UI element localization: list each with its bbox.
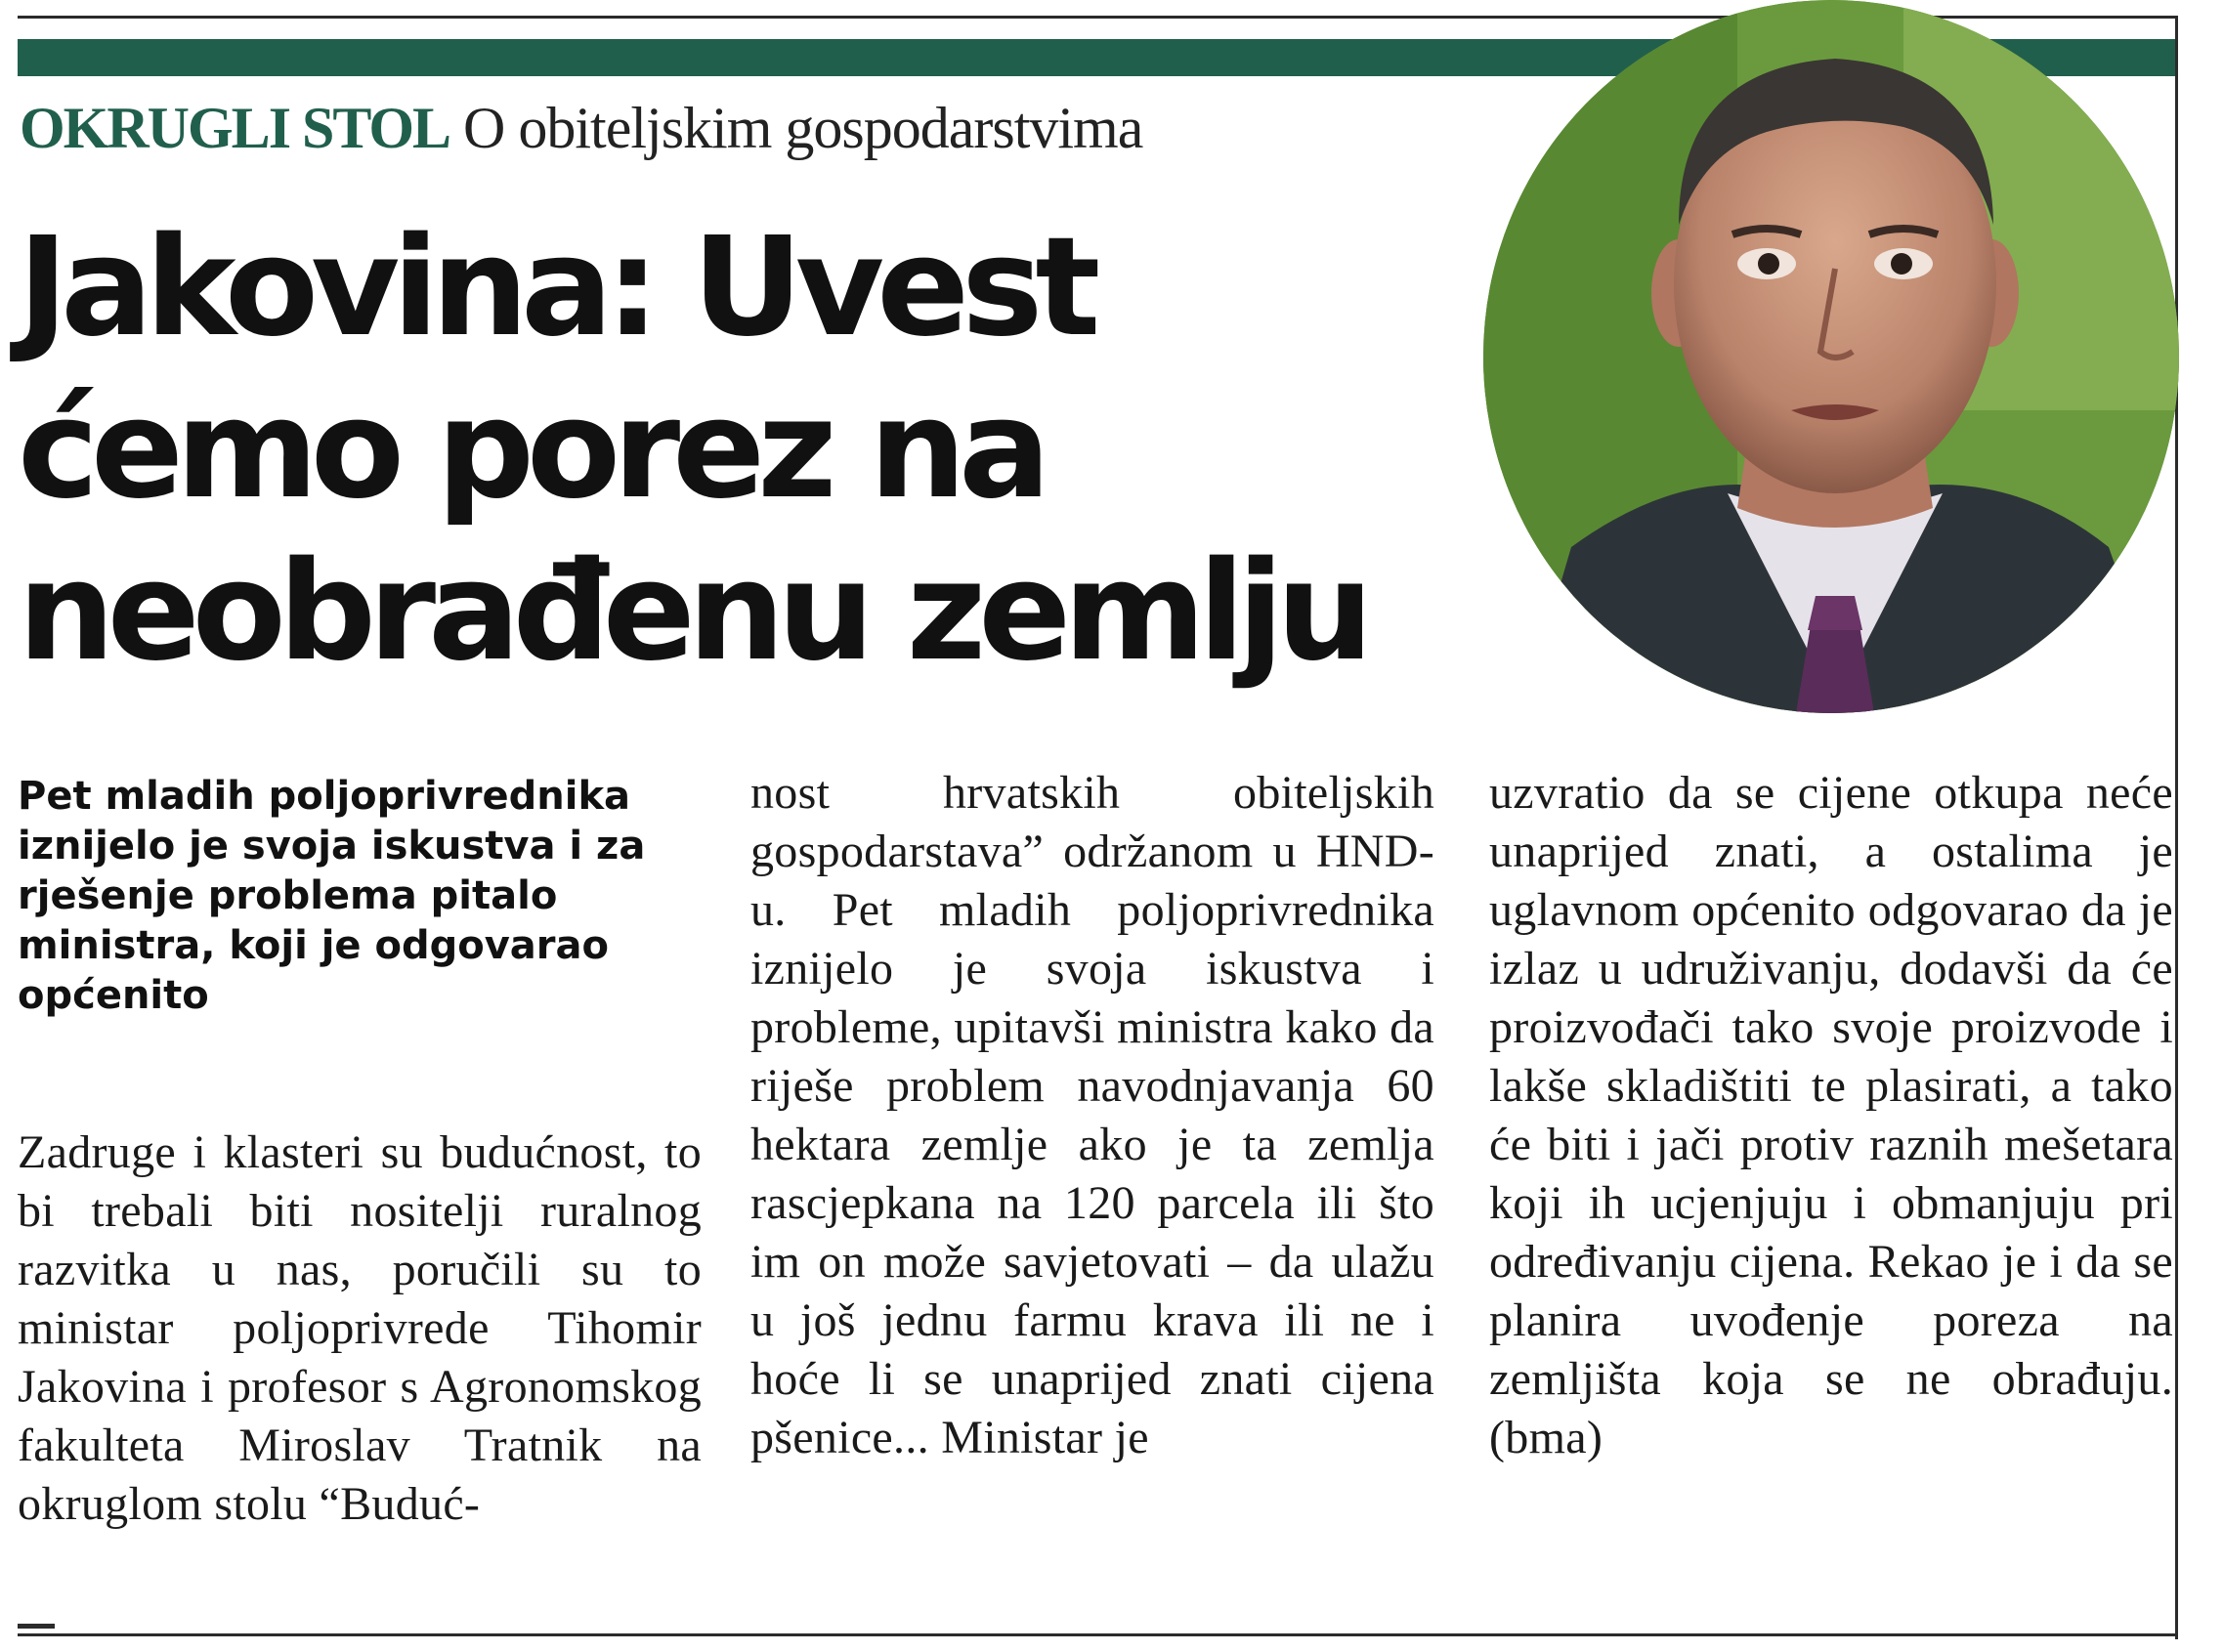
lead-paragraph: Pet mladih poljoprivrednika iznijelo je svoja iskustva i za rješenje problema pitalo ministra, koji je odgovarao općenito [18,774,646,1018]
headline [18,207,1483,694]
bottom-rule [18,1633,2178,1636]
kicker-topic: O obiteljskim gospodarstvima [463,96,1143,160]
right-rule [2175,16,2178,1639]
kicker [20,94,1142,162]
headline-line: Jakovina: Uvest [18,208,1093,367]
headline-line: neobrađenu zemlju [18,532,1366,692]
portrait-illustration [1483,0,2179,713]
headline-line: ćemo porez na [18,370,1044,529]
portrait-photo [1483,0,2179,713]
body-column-2: nost hrvatskih obiteljskih gospodarstava” održanom u HND-u. Pet mladih poljoprivrednika iznijelo je svoja iskustva i probleme, upitavši ministra kako da riješe problem navodnjavanja 60 hektara zemlje ako je ta zemlja rascjepkana na 120 parcela ili što im on može savjetovati – da ulažu u još jednu farmu krava ili ne i hoće li se unaprijed znati cijena pšenice... Ministar je [750,767,1434,1463]
bottom-tick [18,1624,55,1629]
body-column-1: Zadruge i klasteri su budućnost, to bi trebali biti nositelji ruralnog razvitka u nas, poručili su to ministar poljoprivrede Tihomir Jakovina i profesor s Agronomskog fakulteta Miroslav Tratnik na okruglom stolu “Buduć- [18,1126,702,1530]
body-column-3: uzvratio da se cijene otkupa neće unaprijed znati, a ostalima je uglavnom općenito odgovarao da je izlaz u udruživanju, dodavši da će proizvođači tako svoje proizvode i lakše skladištiti te plasirati, a tako će biti i jači protiv raznih mešetara koji ih ucjenjuju i obmanjuju pri određivanju cijena. Rekao je i da se planira uvođenje poreza na zemljišta koja se ne obrađuju. (bma) [1489,767,2173,1463]
kicker-label: OKRUGLI STOL [20,96,450,160]
